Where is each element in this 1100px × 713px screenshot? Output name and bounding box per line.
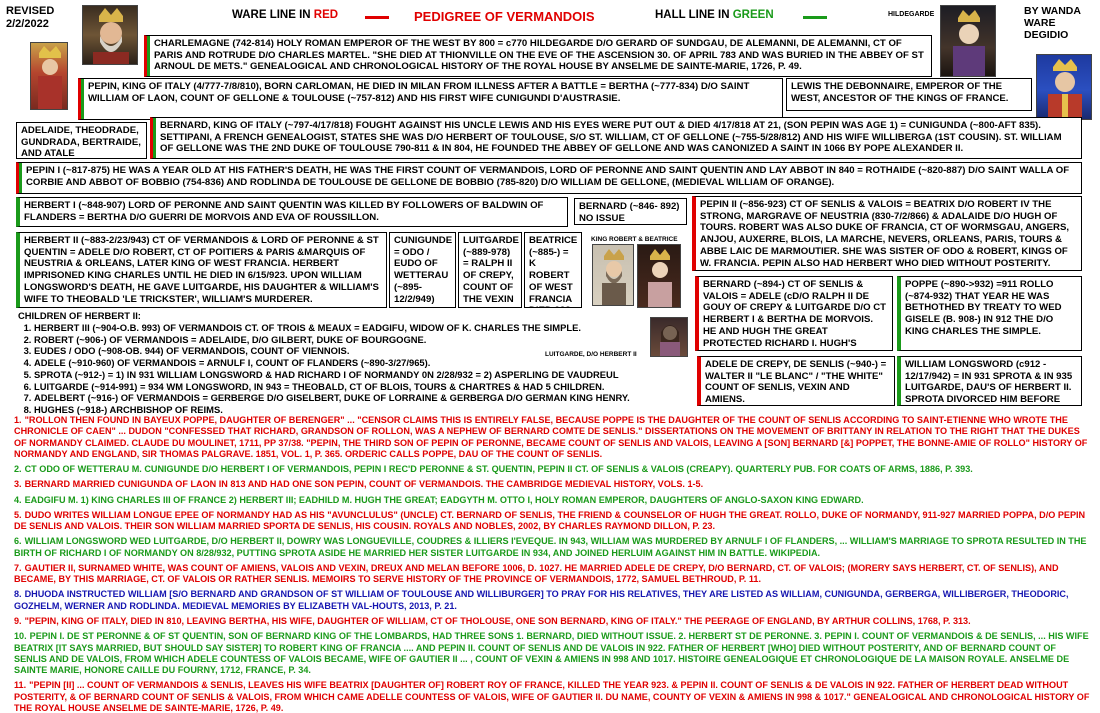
child-item: 6. LUITGARDE (~914-991) = 934 WM LONGSWORD, IN 943 = THEOBALD, CT OF BLOIS, TOURS & CHARTRES & HAD 5 CHILDREN. — [34, 381, 698, 393]
note-number: 5. — [14, 509, 22, 520]
note-4 — [14, 495, 1090, 506]
hall-line-swatch — [803, 16, 827, 19]
note-1 — [14, 415, 1090, 460]
note-text: "ROLLON THEN FOUND IN BAYEUX POPPE, DAUGHTER OF BERENGER" ... "CENSOR CLAIMS THIS IS ENTIRELY FALSE, BECAUSE POPPE IS THE DAUGHTER OF THE COUNT OF SENLIS ACCORDING TO SAINT-ETIENNE WHO WROTE THE CHRONICLE OF CAEN" ... DUDON "CONFESSED THAT RICHARD, GRANDSON OF ROLLON, WAS A NEPHEW OF BERNARD COMTE DE SENLIS." DISSERTATIONS ON THE MOVEMENT OF BRITTANY IN RELATION TO THE RIGHT THAT THE DUKES OF NORMANDY CLAIMED. CLAUDE DU MOULINET, 1711, PP 37/38. "PEPIN, THE THIRD SON OF PEPIN OF PERONNE, BECAME COUNT OF SENLIS AND VALOIS, LEAVING A [SON] BERNARD [&] POPPET, THE BONNE-AMIE OF ROLLO" HISTORY OF NORMANDY AND ENGLAND, SIR THOMAS PALGRAVE. 1851, VOL. 1, P. 365. ORDERIC CALLS POPPE, DAU OF THE COUNT OF SENLIS. — [14, 415, 1088, 459]
box-cunigunde: CUNIGUNDE = ODO / EUDO OF WETTERAU (~895-12/2/949) — [389, 232, 456, 308]
note-10 — [14, 631, 1090, 676]
box-pepin-i: PEPIN I (~817-875) HE WAS A YEAR OLD AT HIS FATHER'S DEATH, HE WAS THE FIRST COUNT OF VERMANDOIS, LORD OF PERONNE AND SAINT QUENTIN AND LAY ABBOT IN 840 = ROTHAIDE (~820-887) D/O SAINT WALLA OF CORBIE AND ABBOT OF BOBBIO (754-836) AND RODLINDA DE TOULOUSE DE GELLONE DE BOBBIO (785-820) D/O WILLIAM DE GELLONE, (MEDIEVAL WILLIAM OF ORANGE). — [16, 162, 1082, 194]
portrait-charlemagne — [82, 5, 138, 65]
revised-label: REVISED — [6, 5, 55, 17]
author-credit — [1024, 5, 1081, 41]
note-text: "PEPIN [II] ... COUNT OF VERMANDOIS & SENLIS, LEAVES HIS WIFE BEATRIX [DAUGHTER OF] ROBERT ROY OF FRANCE, KILLED THE YEAR 923. & PEPIN II. COUNT OF SENLIS & DE VALOIS IN 922. FATHER OF HERBERT DEAD WITHOUT POSTERITY, & OF BERNARD COUNT OF SENLIS & VALOIS, FROM WHICH CAME ADELLE COUNTESS OF VALOIS, WIFE OF GAUTIER II. DU NAME, COUNTY OF VEXIN & AMIENS IN 998 & 1017." GENEALOGICAL AND CHRONOLOGICAL HISTORY OF THE ROYAL HOUSE ANSELME DE SAINTE-MARIE, 1726, P. 49. — [14, 680, 1090, 713]
note-11 — [14, 680, 1090, 713]
note-number: 3. — [14, 479, 22, 490]
note-text: DHUODA INSTRUCTED WILLIAM [S/O BERNARD AND GRANDSON OF ST WILLIAM OF TOULOUSE AND WILLIBURGER] TO PRAY FOR HIS RELATIVES, THEY ARE LISTED AS WILLIAM, CUNIGUNDA, GERBERGA, WILLIBERGER, THEODORIC, GOZHELM, WERNER AND RODLINDA. MEDIEVAL MEMORIES BY ELIZABETH VAL-HOUTS, 2013, P. 21. — [14, 589, 1069, 611]
portrait-hildegarde — [940, 5, 996, 77]
box-bernard-senlis: BERNARD (~894-) CT OF SENLIS & VALOIS = ADELE (cD/O RALPH II DE GOUY OF CREPY & LUITGARDE D/O CT HERBERT I & BERTHA DE MORVOIS. HE AND HUGH THE GREAT PROTECTED RICHARD I. HUGH'S — [695, 276, 893, 351]
hall-line-color-word: GREEN — [732, 9, 774, 21]
box-adele-de-crepy: ADELE DE CREPY, DE SENLIS (~940-) = WALTER II "LE BLANC" / "THE WHITE" COUNT OF SENLIS, VEXIN AND AMIENS. — [697, 356, 895, 406]
hall-line-prefix: HALL LINE IN — [655, 9, 733, 21]
children-heading: CHILDREN OF HERBERT II: — [18, 310, 141, 321]
box-charlemagne: CHARLEMAGNE (742-814) HOLY ROMAN EMPEROR OF THE WEST BY 800 = c770 HILDEGARDE D/O GERARD OF SUNDGAU, DE ALEMANNI, DE ALEMANNI, CT OF PARIS AND ROTRUDE D/O CHARLES MARTEL. "SHE DIED AT THIONVILLE ON THE EVE OF THE ASCENSION 30. OF APRIL 783 AND WAS BURIED IN THE ABBEY OF ST ARNOUL DE METS." GENEALOGICAL AND CHRONOLOGICAL HISTORY OF THE ROYAL HOUSE BY ANSELME DE SAINTE-MARIE, 1726, P. 49. — [144, 35, 932, 77]
note-number: 9. — [14, 615, 22, 626]
note-number: 11. — [14, 680, 27, 691]
portrait-lewis — [1036, 54, 1092, 120]
child-item: 5. SPROTA (~912-) = 1) IN 931 WILLIAM LONGSWORD & HAD RICHARD I OF NORMANDY 0N 2/28/932 = 2) ASPERLING DE VAUDREUL — [34, 369, 698, 381]
note-number: 2. — [14, 464, 22, 475]
box-pepin-king-of-italy: PEPIN, KING OF ITALY (4/777-7/8/810), BORN CARLOMAN, HE DIED IN MILAN FROM ILLNESS AFTER A BATTLE = BERTHA (~777-834) D/O SAINT WILLIAM OF LAON, COUNT OF GELLONE & TOULOUSE (~757-812) AND HIS FIRST WIFE CUNIGUNDI D'AUSTRASIE. — [78, 78, 783, 120]
box-luitgarde: LUITGARDE (~889-978) = RALPH II OF CREPY, COUNT OF THE VEXIN — [458, 232, 522, 308]
note-text: BERNARD MARRIED CUNIGUNDA OF LAON IN 813 AND HAD ONE SON PEPIN, COUNT OF VERMANDOIS. THE CAMBRIDGE MEDIEVAL HISTORY, VOLS. 1-5. — [24, 479, 704, 490]
note-text: PEPIN I. DE ST PERONNE & OF ST QUENTIN, SON OF BERNARD KING OF THE LOMBARDS, HAD THREE SONS 1. BERNARD, DIED WITHOUT ISSUE. 2. HERBERT ST DE PERONNE. 3. PEPIN I. COUNT OF VERMANDOIS & DE SENLIS, ... HIS WIFE BEATRIX [IT SAYS MARRIED, BUT SHOULD SAY SISTER] TO ROBERT KING OF FRANCIA .... AND PEPIN II. COUNT OF SENLIS AND DE VALOIS IN 922. FATHER OF HERBERT [WHO] DIED WITHOUT POSTERITY, AND OF BERNARD COUNT OF SENLIS AND DE VALOIS, FROM WHICH ADELE COUNTESS OF VALOIS BECAME, WIFE OF GAUTIER II ... , COUNT OF VEXIN & AMIENS IN 998 AND 1017. HISTOIRE GENEALOGIQUE ET CHRONOLOGIQUE DE LA MAISON ROYALE. ANSELME DE SAINTE MARIE, HONORE CAILLE DU FOURNY, 1712, FRANCE, P. 34. — [14, 631, 1089, 676]
note-number: 8. — [14, 589, 22, 600]
note-text: EADGIFU M. 1) KING CHARLES III OF FRANCE 2) HERBERT III; EADHILD M. HUGH THE GREAT; EADGYTH M. OTTO I, HOLY ROMAN EMPEROR, DAUGHTERS OF ANGLO-SAXON KING EDWARD. — [24, 494, 864, 505]
child-item: 1. HERBERT III (~904-O.B. 993) OF VERMANDOIS CT. OF TROIS & MEAUX = EADGIFU, WIDOW OF K. CHARLES THE SIMPLE. — [34, 322, 698, 334]
note-8 — [14, 589, 1090, 612]
note-number: 6. — [14, 536, 22, 547]
box-pepin-ii: PEPIN II (~856-923) CT OF SENLIS & VALOIS = BEATRIX D/O ROBERT IV THE STRONG, MARGRAVE OF NEUSTRIA (830-7/2/866) & ADALAIDE D/O HUGH OF TOURS. ROBERT WAS ALSO DUKE OF FRANCIA, CT OF WORMSGAU, ANGERS, ANJOU, AUXERRE, BLOIS, LA MARCHE, NEVERS, ORLEANS, PARIS, TOURS & ABBE LAIC DE MARMOUTIER. SHE WAS SISTER OF ODO & ROBERT, KINGS OF W. FRANCIA. PEPIN ALSO HAD HERBERT WHO DIED WITHOUT POSTERITY. — [692, 196, 1082, 271]
note-text: "PEPIN, KING OF ITALY, DIED IN 810, LEAVING BERTHA, HIS WIFE, DAUGHTER OF WILLIAM, CT OF THOLOUSE, ONE SON BERNARD, KING OF ITALY." THE PEERAGE OF ENGLAND, BY ARTHUR COLLINS, 1768, P. 313. — [24, 615, 971, 626]
note-number: 7. — [14, 562, 22, 573]
note-5 — [14, 510, 1090, 533]
box-bernard-no-issue: BERNARD (~846- 892) NO ISSUE — [574, 198, 687, 225]
note-text: CT ODO OF WETTERAU M. CUNIGUNDE D/O HERBERT I OF VERMANDOIS, PEPIN I REC'D PERONNE & ST. QUENTIN, PEPIN II CT. OF SENLIS & VALOIS (CREAPY). QUARTERLY PUB. FOR COATS OF ARMS, 1886, P. 393. — [24, 464, 973, 475]
note-number: 4. — [14, 494, 22, 505]
note-3 — [14, 479, 1090, 490]
caption-king-robert-beatrice: KING ROBERT & BEATRICE — [591, 236, 678, 243]
ware-line-prefix: WARE LINE IN — [232, 9, 314, 21]
note-number: 10. — [14, 631, 27, 642]
ware-line-swatch — [365, 16, 389, 19]
child-item: 2. ROBERT (~906-) OF VERMANDOIS = ADELAIDE, D/O GILBERT, DUKE OF BOURGOGNE. — [34, 334, 698, 346]
child-item: 3. EUDES / ODO (~908-OB. 944) OF VERMANDOIS, COUNT OF VIENNOIS. — [34, 345, 698, 357]
child-item: 4. ADELE (~910-960) OF VERMANDOIS = ARNULF I, COUNT OF FLANDERS (~890-3/27/965). — [34, 357, 698, 369]
hildegarde-caption: HILDEGARDE — [888, 11, 935, 18]
box-poppe: POPPE (~890->932) =911 ROLLO (~874-932) THAT YEAR HE WAS BETHOTHED BY TREATY TO WED GISELE (B. 908-) IN 912 THE D/O KING CHARLES THE SIMPLE. — [897, 276, 1082, 351]
box-lewis-the-debonnaire: LEWIS THE DEBONNAIRE, EMPEROR OF THE WEST, ANCESTOR OF THE KINGS OF FRANCE. — [786, 78, 1032, 111]
author-line-3: DEGIDIO — [1024, 29, 1069, 42]
child-item: 7. ADELBERT (~916-) OF VERMANDOIS = GERBERGE D/O GISELBERT, DUKE OF LORRAINE & GERBERGA D/O GERMAN KING HENRY. — [34, 392, 698, 404]
revised-date: 2/2/2022 — [6, 18, 49, 30]
box-bernard-king-of-italy: BERNARD, KING OF ITALY (~797-4/17/818) FOUGHT AGAINST HIS UNCLE LEWIS AND HIS EYES WERE PUT OUT & DIED 4/17/818 AT 21, (SON PEPIN WAS AGE 1) = CUNIGUNDA (~800-AFT 835). SETTIPANI, A FRENCH GENEALOGIST, STATES SHE WAS D/O HERBERT OF TOULOUSE, S/O ST. WILLIAM, CT OF GELLONE (~755-5/28/812) AND HIS WIFE WILLIBERGA (1ST COUSIN). ST. WILLIAM OF GELLONE WAS THE 2ND DUKE OF TOULOUSE 790-811 & IN 804, HE FOUNDED THE ABBEY OF GELLONE AND WAS CANONIZED A SAINT IN 1066 BY POPE ALEXANDER II. — [150, 117, 1082, 159]
page-title: PEDIGREE OF VERMANDOIS — [414, 9, 595, 24]
box-herbert-i: HERBERT I (~848-907) LORD OF PERONNE AND SAINT QUENTIN WAS KILLED BY FOLLOWERS OF BALDWIN OF FLANDERS = BERTHA D/O GUERRI DE MORVOIS AND EVA OF ROUSSILLON. — [16, 197, 568, 227]
note-text: GAUTIER II, SURNAMED WHITE, WAS COUNT OF AMIENS, VALOIS AND VEXIN, DREUX AND MELAN BEFORE 1006, D. 1027. HE MARRIED ADELE DE CREPY, D/O BERNARD, CT. OF VALOIS; (MORERY SAYS HERBERT, CT. OF SENLIS), AND BECAME, BY THIS MARRIAGE, CT. OF VALOIS OR RATHER SENLIS. MEMOIRS TO SERVE HISTORY OF THE PROVINCE OF VERMANDOIS, 1772, SAMUEL BETHROUD, P. 11. — [14, 562, 1059, 585]
box-herbert-ii: HERBERT II (~883-2/23/943) CT OF VERMANDOIS & LORD OF PERONNE & ST QUENTIN = ADELE D/O ROBERT, CT OF POITIERS & PARIS &MARQUIS OF NEUSTRIA & ORLEANS, LATER KING OF WEST FRANCIA. HERBERT IMPRISONED KING CHARLES UNTIL HE DIED IN 6/15/923. UPON WILLIAM LONGSWORD'S DEATH, HE GAVE LUITGARDE, HIS DAUGHTER & WILLIAM'S WIFE TO THEOBALD 'LE TRICKSTER', WILLIAM'S MURDERER. — [16, 232, 387, 308]
children-list — [18, 322, 698, 416]
caption-luitgarde: LUITGARDE, D/O HERBERT II — [545, 351, 637, 358]
portrait-beatrice — [637, 244, 681, 308]
portrait-king-robert — [592, 244, 634, 306]
author-line-2: WARE — [1024, 17, 1056, 30]
note-9 — [14, 616, 1090, 627]
box-adelaide-sisters: ADELAIDE, THEODRADE, GUNDRADA, BERTRAIDE, AND ATALE — [16, 122, 147, 159]
portrait-pepin-king — [30, 42, 68, 110]
note-number: 1. — [14, 415, 22, 425]
author-line-1: BY WANDA — [1024, 5, 1081, 17]
hall-line-legend — [655, 9, 774, 21]
source-notes — [14, 415, 1090, 713]
note-text: WILLIAM LONGSWORD WED LUITGARDE, D/O HERBERT II, DOWRY WAS LONGUEVILLE, COUDRES & ILLIERS I'EVEQUE. IN 943, WILLIAM WAS MURDERED BY ARNULF I OF FLANDERS, ... WILLIAM'S MARRIAGE TO SPROTA RESULTED IN THE BIRTH OF RICHARD I OF NORMANDY ON 8/28/932, PUTTING SPROTA ASIDE HE MARRIED HER SISTER LUITGARDE IN 934, AND JOINED HERLUIM AGAINST HIM IN BATTLE. WIKIPEDIA. — [14, 536, 1087, 558]
child-item: 8. HUGHES (~918-) ARCHBISHOP OF REIMS. — [34, 404, 698, 416]
children-of-herbert-ii — [18, 310, 698, 416]
ware-line-color-word: RED — [313, 9, 339, 21]
box-william-longsword: WILLIAM LONGSWORD (c912 - 12/17/942) = IN 931 SPROTA & IN 935 LUITGARDE, DAU'S OF HERBERT II. SPROTA DIVORCED HIM BEFORE — [897, 356, 1082, 406]
note-7 — [14, 563, 1090, 586]
note-6 — [14, 536, 1090, 559]
note-2 — [14, 464, 1090, 475]
ware-line-legend — [232, 9, 338, 21]
box-beatrice: BEATRICE (~885-) = K ROBERT OF WEST FRANCIA — [524, 232, 582, 308]
note-text: DUDO WRITES WILLIAM LONGUE EPEE OF NORMANDY HAD AS HIS "AVUNCLULUS" (UNCLE) CT. BERNARD OF SENLIS, THE FRIEND & COUNSELOR OF HUGH THE GREAT. ROLLO, DUKE OF NORMANDY, 911-927 MARRIED POPPA, D/O PEPIN DE SENLIS AND VALOIS. THEIR SON WILLIAM MARRIED SPORTA DE SENLIS, HIS COUSIN. ROYALS AND NOBLES, 2002, BY CHARLES RAYMOND DILLON, P. 23. — [14, 509, 1086, 532]
